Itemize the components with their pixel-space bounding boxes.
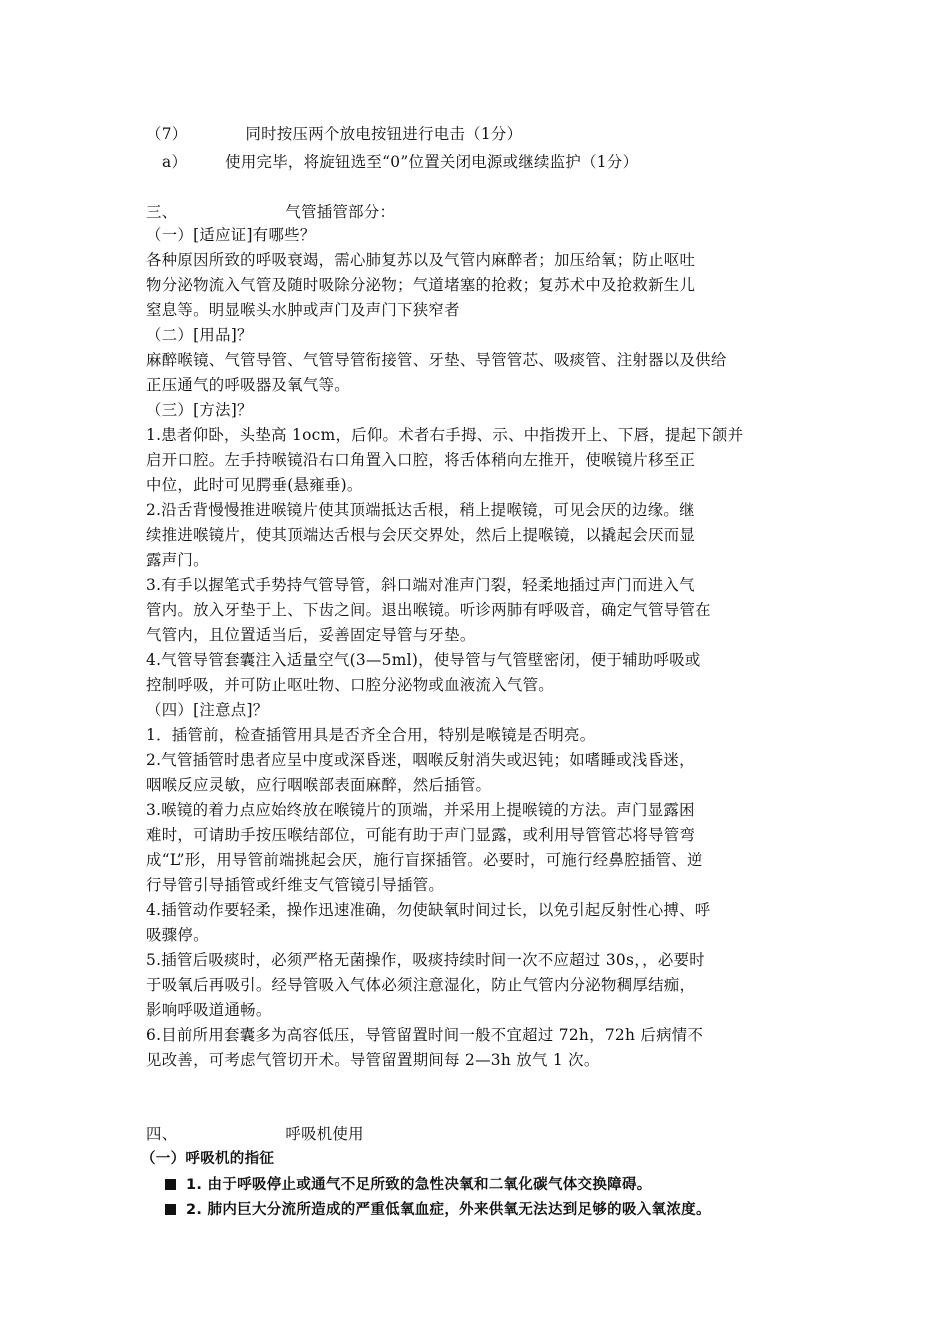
- q4-line-10: 5.插管后吸痰时，必须严格无菌操作，吸痰持续时间一次不应超过 30s，，必要时: [146, 951, 705, 969]
- section-4-heading: [146, 1123, 364, 1145]
- q2-line-1: 麻醉喉镜、气管导管、气管导管衔接管、牙垫、导管管芯、吸痰管、注射器以及供给: [146, 351, 727, 369]
- q4-line-11: 于吸氧后再吸引。经导管吸入气体必须注意湿化，防止气管内分泌物稠厚结痂，: [146, 976, 696, 994]
- bullet-item: [165, 1174, 652, 1196]
- q3-line-8: 管内。放入牙垫于上、下齿之间。退出喉镜。听诊两肺有呼吸音，确定气管导管在: [146, 601, 711, 619]
- square-bullet-icon: [165, 1204, 176, 1215]
- section-3-title: 气管插管部分：: [285, 203, 396, 221]
- q3-line-10: 4.气管导管套囊注入适量空气(3—5ml)，使导管与气管壁密闭，便于辅助呼吸或: [146, 651, 701, 669]
- q4-line-5: 难时，可请助手按压喉结部位，可能有助于声门显露，或利用导管管芯将导管弯: [146, 826, 696, 844]
- step-7-text: 同时按压两个放电按钮进行电击（1分）: [245, 125, 523, 143]
- q3-line-7: 3.有手以握笔式手势持气管导管，斜口端对准声门裂，轻柔地插过声门而进入气: [146, 576, 695, 594]
- q4-line-14: 见改善，可考虑气管切开术。导管留置期间每 2—3h 放气 1 次。: [146, 1051, 600, 1069]
- section-4-number: 四、: [146, 1125, 178, 1143]
- q1-line-1: 各种原因所致的呼吸衰竭，需心肺复苏以及气管内麻醉者；加压给氧；防止呕吐: [146, 251, 696, 269]
- bullet-text-2: 2. 肺内巨大分流所造成的严重低氧血症，外来供氧无法达到足够的吸入氧浓度。: [186, 1202, 711, 1218]
- q1-heading: （一）[适应证]有哪些？: [146, 226, 316, 244]
- q3-line-11: 控制呼吸，并可防止呕吐物、口腔分泌物或血液流入气管。: [146, 676, 554, 694]
- step-7-number: （7）: [146, 125, 188, 143]
- q3-line-6: 露声门。: [146, 551, 209, 569]
- q4-line-12: 影响呼吸道通畅。: [146, 1001, 272, 1019]
- q4-line-3: 咽喉反应灵敏，应行咽喉部表面麻醉，然后插管。: [146, 776, 492, 794]
- q3-heading: （三）[方法]？: [146, 401, 253, 419]
- q2-line-2: 正压通气的呼吸器及氧气等。: [146, 376, 350, 394]
- q4-heading: （四）[注意点]？: [146, 701, 269, 719]
- q3-line-2: 启开口腔。左手持喉镜沿右口角置入口腔，将舌体稍向左推开，使喉镜片移至正: [146, 451, 696, 469]
- section-3-number: 三、: [146, 203, 178, 221]
- q4-line-9: 吸骤停。: [146, 926, 209, 944]
- q3-line-4: 2.沿舌背慢慢推进喉镜片使其顶端抵达舌根，稍上提喉镜，可见会厌的边缘。继: [146, 501, 695, 519]
- bullet-item: [165, 1199, 711, 1221]
- section-4-title: 呼吸机使用: [285, 1125, 364, 1143]
- q4-line-1: 1．插管前，检查插管用具是否齐全合用，特别是喉镜是否明亮。: [146, 726, 596, 744]
- q4-line-2: 2.气管插管时患者应呈中度或深昏迷，咽喉反射消失或迟钝；如嗜睡或浅昏迷，: [146, 751, 695, 769]
- q3-line-5: 续推进喉镜片，使其顶端达舌根与会厌交界处，然后上提喉镜，以撬起会厌而显: [146, 526, 696, 544]
- section-3-heading: [146, 201, 395, 223]
- q1-line-2: 物分泌物流入气管及随时吸除分泌物；气道堵塞的抢救；复苏术中及抢救新生儿: [146, 276, 696, 294]
- step-a-text: 使用完毕，将旋钮选至“0”位置关闭电源或继续监护（1分）: [225, 153, 639, 171]
- q3-line-3: 中位，此时可见腭垂(悬雍垂)。: [146, 476, 363, 494]
- q1-line-3: 窒息等。明显喉头水肿或声门及声门下狭窄者: [146, 301, 460, 319]
- square-bullet-icon: [165, 1179, 176, 1190]
- q2-heading: （二）[用品]？: [146, 326, 253, 344]
- step-7-line: [146, 123, 522, 145]
- bullet-text-1: 1. 由于呼吸停止或通气不足所致的急性决氧和二氧化碳气体交换障碍。: [186, 1177, 652, 1193]
- step-a-line: [162, 151, 638, 173]
- q4-line-13: 6.目前所用套囊多为高容低压，导管留置时间一般不宜超过 72h，72h 后病情不: [146, 1026, 704, 1044]
- step-a-number: a）: [162, 153, 188, 171]
- q4-line-4: 3.喉镜的着力点应始终放在喉镜片的顶端，并采用上提喉镜的方法。声门显露困: [146, 801, 695, 819]
- subsection-heading: （一）呼吸机的指征: [141, 1151, 275, 1167]
- q4-line-7: 行导管引导插管或纤维支气管镜引导插管。: [146, 876, 445, 894]
- q4-line-6: 成“L”形，用导管前端挑起会厌，施行盲探插管。必要时，可施行经鼻腔插管、逆: [146, 851, 703, 869]
- q4-line-8: 4.插管动作要轻柔，操作迅速准确，勿使缺氧时间过长，以免引起反射性心搏、呼: [146, 901, 711, 919]
- q3-line-1: 1.患者仰卧，头垫高 1ocm，后仰。术者右手拇、示、中指拨开上、下唇，提起下颌并: [146, 426, 744, 444]
- q3-line-9: 气管内，且位置适当后，妥善固定导管与牙垫。: [146, 626, 476, 644]
